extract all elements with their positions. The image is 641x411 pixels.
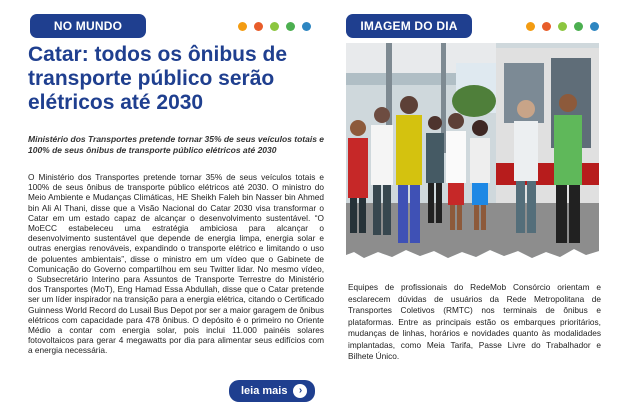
dot-red [254, 22, 263, 31]
read-more-button[interactable] [229, 380, 315, 402]
dot-orange [526, 22, 535, 31]
decorative-dots [526, 22, 599, 31]
article-headline: Catar: todos os ônibus de transporte público serão elétricos até 2030 [28, 43, 288, 114]
dot-blue [302, 22, 311, 31]
dot-green [286, 22, 295, 31]
dot-blue [590, 22, 599, 31]
article-subhead: Ministério dos Transportes pretende tornar 35% de seus veículos totais e 100% de seus ônibus de transporte público elétricos até 2030 [28, 134, 325, 155]
article-body: O Ministério dos Transportes pretende tornar 35% de seus veículos totais e 100% de seus ônibus de transporte público elétricos até 2030. O ministro do Meio Ambiente e Mudanças Climáticas, HE Sheikh Faleh bin Nasser bin Ahmed bin Ali Al Thani, disse que a Visão Nacional do Catar 2030 visa transformar o Catar em um estado capaz de alcançar o desenvolvimento sustentável. “O MoECC estabeleceu uma estratégia ambiciosa para alcançar o desenvolvimento sustentável que depende de energia limpa, energia solar e outras energias renováveis, expandindo o transporte elétrico e limitando o uso de poluentes ambientais”, disse o ministro em um vídeo que o Gabinete de Comunicação do Governo compartilhou em seu Twitter lidar. No mesmo vídeo, o Subsecretário Interino para Assuntos de Transporte Terrestre do Ministério dos Transportes (MoT), Eng Hamad Essa Abdullah, disse que o Catar pretende ser um líder inspirador na transição para a energia elétrica, citando o Certificado Guinness World Record do Lusail Bus Depot por ser a maior garagem de ônibus elétricos com capacidade para 478 ônibus. O depósito é o primeiro no Oriente Médio a contar com energia solar, pois inclui 11.000 painéis solares fotovoltaicos para gerar 4 megawatts por dia para alimentar seus edifícios com a energia necessária. [28, 172, 324, 356]
chevron-right-icon: › [293, 384, 307, 398]
dot-green [574, 22, 583, 31]
dot-orange [238, 22, 247, 31]
section-tag-no-mundo: NO MUNDO [30, 14, 146, 38]
bus-terminal-photo [346, 43, 599, 267]
read-more-label: leia mais [241, 385, 288, 397]
dot-lightgreen [558, 22, 567, 31]
photo-caption: Equipes de profissionais do RedeMob Consórcio orientam e esclarecem dúvidas de usuários da Rede Metropolitana de Transportes Coletivos (RMTC) nos terminais de ônibus e plataformas. Entre as principais estão os embarques prioritários, mudanças de linhas, horários e novidades quanto às modalidades implantadas, como Meia Tarifa, Passe Livre do Trabalhador e Bilhete Único. [348, 282, 601, 361]
section-tag-imagem-do-dia: IMAGEM DO DIA [346, 14, 472, 38]
decorative-dots [238, 22, 311, 31]
dot-lightgreen [270, 22, 279, 31]
dot-red [542, 22, 551, 31]
